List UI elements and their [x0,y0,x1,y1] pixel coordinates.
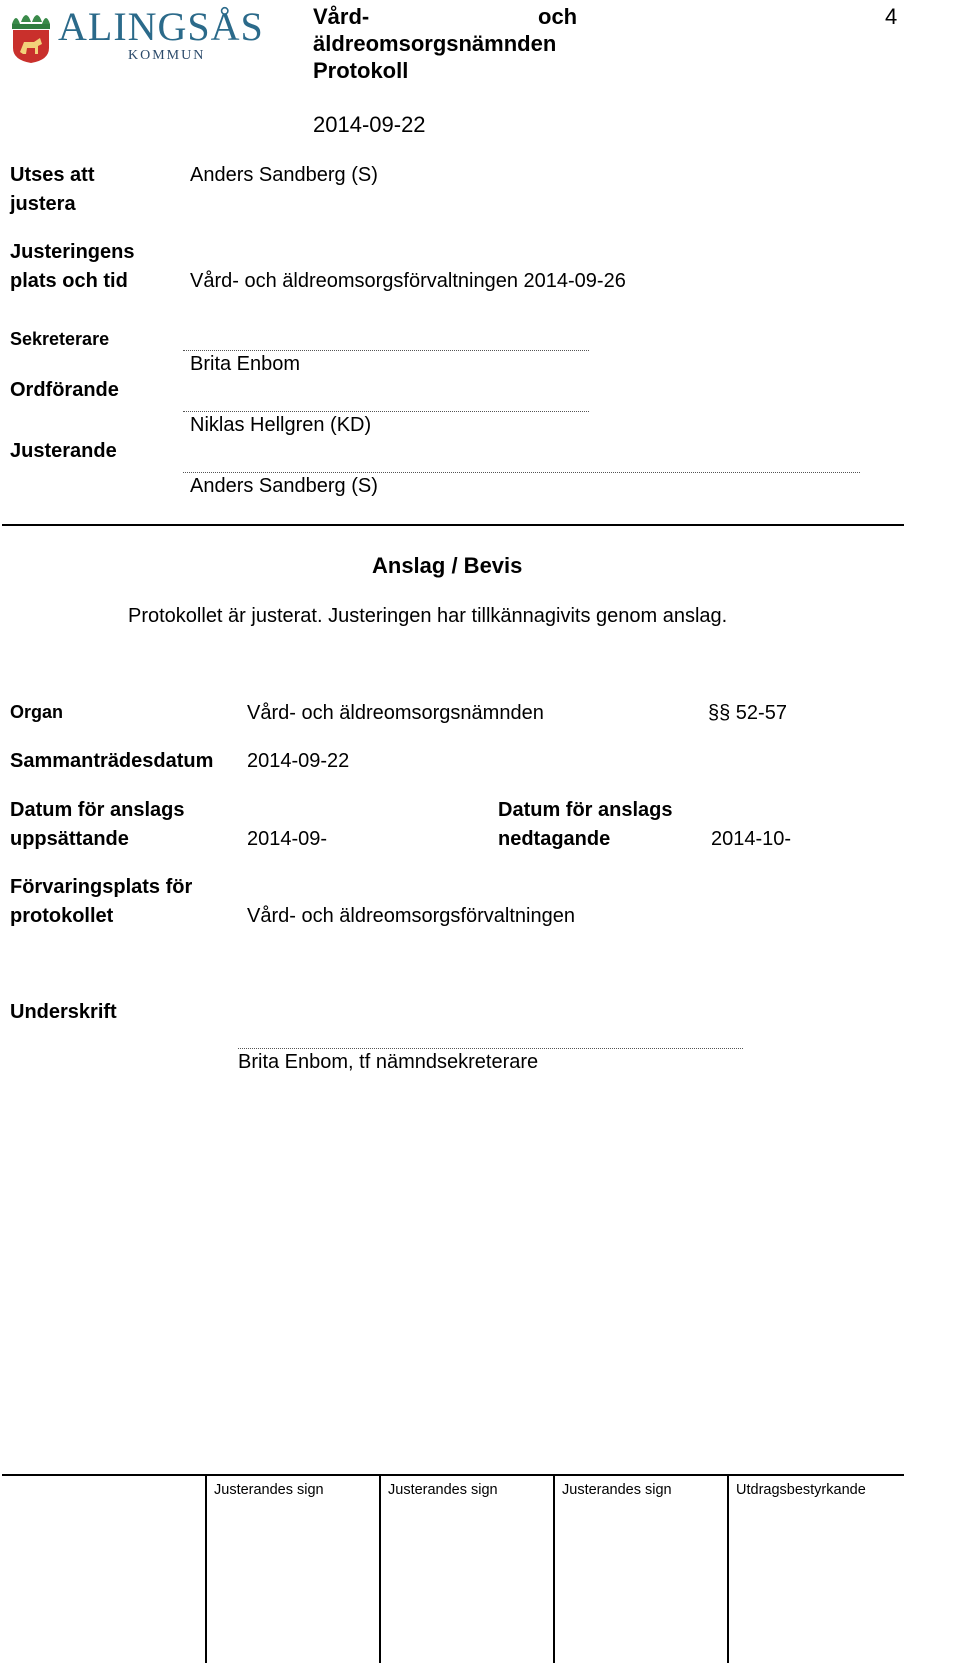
footer-sign-3: Justerandes sign [562,1482,672,1498]
utses-label-2: justera [10,193,76,215]
utses-label-1: Utses att [10,164,95,186]
page-number: 4 [885,4,898,29]
municipality-logo [10,6,275,66]
header-title-och: och [538,4,578,29]
nedtagande-label-2: nedtagande [498,828,611,850]
footer-sign-2: Justerandes sign [388,1482,498,1498]
justeringens-value: Vård- och äldreomsorgsförvaltningen 2014-09-26 [190,270,626,292]
header-title-namnd: äldreomsorgsnämnden [313,31,557,56]
sekreterare-name: Brita Enbom [190,353,301,375]
organ-value: Vård- och äldreomsorgsnämnden [247,702,544,724]
justerande-label: Justerande [10,440,117,462]
ordforande-label: Ordförande [10,379,119,401]
uppsattande-label-2: uppsättande [10,828,129,850]
sammantrade-label: Sammanträdesdatum [10,750,214,772]
footer-sign-1: Justerandes sign [214,1482,324,1498]
footer-divider-2 [379,1475,381,1663]
forvaring-value: Vård- och äldreomsorgsförvaltningen [247,905,575,927]
anslag-statement: Protokollet är justerat. Justeringen har tillkännagivits genom anslag. [128,605,728,627]
header-date: 2014-09-22 [313,112,426,137]
section-divider [2,524,904,526]
header-title-protokoll: Protokoll [313,58,409,83]
paragraph-range: §§ 52-57 [708,702,787,724]
footer-utdragsbestyrkande: Utdragsbestyrkande [736,1482,866,1498]
justeringens-label-1: Justeringens [10,241,135,263]
forvaring-label-2: protokollet [10,905,114,927]
logo-sub: KOMMUN [128,48,206,63]
nedtagande-value: 2014-10- [711,828,792,850]
footer-divider-1 [205,1475,207,1663]
coat-of-arms-icon [10,8,52,64]
anslag-heading: Anslag / Bevis [372,553,523,578]
utses-value: Anders Sandberg (S) [190,164,378,186]
ordforande-name: Niklas Hellgren (KD) [190,414,372,436]
uppsattande-label-1: Datum för anslags [10,799,185,821]
nedtagande-label-1: Datum för anslags [498,799,673,821]
underskrift-label: Underskrift [10,1001,117,1023]
header-title-vard: Vård- [313,4,370,29]
sammantrade-value: 2014-09-22 [247,750,350,772]
uppsattande-value: 2014-09- [247,828,328,850]
forvaring-label-1: Förvaringsplats för [10,876,193,898]
footer-top-rule [2,1474,904,1476]
underskrift-name: Brita Enbom, tf nämndsekreterare [238,1051,539,1073]
organ-label: Organ [10,702,64,722]
justeringens-label-2: plats och tid [10,270,128,292]
sekreterare-label: Sekreterare [10,329,110,349]
footer-divider-3 [553,1475,555,1663]
logo-name: ALINGSÅS [58,4,264,49]
footer-divider-4 [727,1475,729,1663]
justerande-name: Anders Sandberg (S) [190,475,378,497]
